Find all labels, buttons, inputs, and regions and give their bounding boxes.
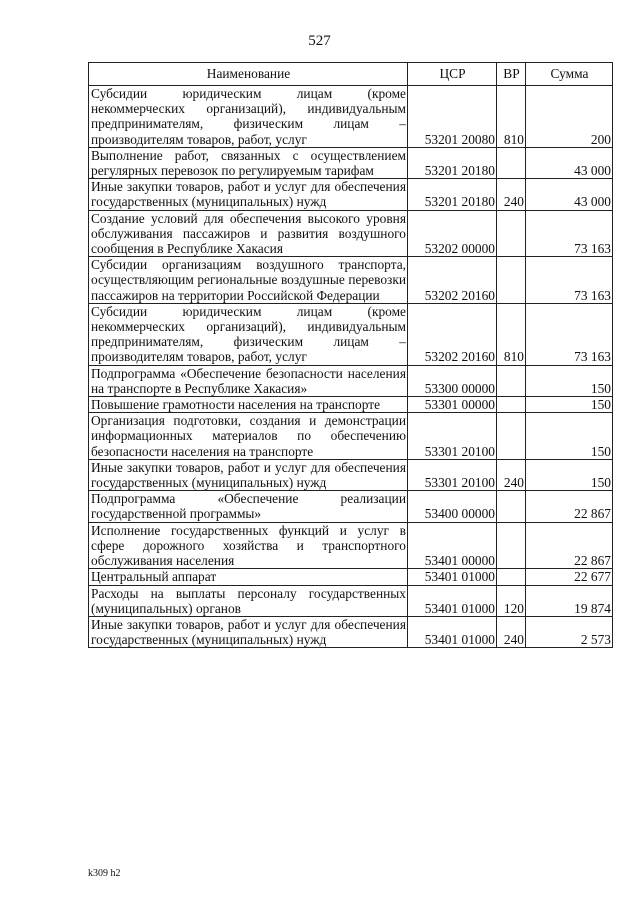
row-vr [497,257,526,304]
row-vr [497,365,526,396]
row-name: Субсидии организациям воздушного транспорта, осуществляющим региональные воздушные перевозки пассажиров на территории Российской Федерации [89,257,408,304]
row-vr: 240 [497,179,526,210]
table-row [89,303,613,365]
row-sum: 150 [526,397,613,413]
row-name: Выполнение работ, связанных с осуществлением регулярных перевозок по регулируемым тарифам [89,147,408,178]
budget-table [88,62,613,648]
row-vr: 810 [497,86,526,148]
page-number: 527 [308,33,331,49]
row-name: Подпрограмма «Обеспечение безопасности населения на транспорте в Республике Хакасия» [89,365,408,396]
row-sum: 73 163 [526,257,613,304]
row-name: Иные закупки товаров, работ и услуг для обеспечения государственных (муниципальных) нужд [89,616,408,647]
row-vr [497,397,526,413]
row-csr: 53301 20100 [408,459,497,490]
row-name: Повышение грамотности населения на транспорте [89,397,408,413]
row-sum: 150 [526,459,613,490]
table-row [89,179,613,210]
row-name: Организация подготовки, создания и демонстрации информационных материалов по обеспечению безопасности населения на транспорте [89,413,408,460]
row-sum: 43 000 [526,179,613,210]
row-csr: 53400 00000 [408,491,497,522]
row-sum: 22 867 [526,522,613,569]
row-sum: 2 573 [526,616,613,647]
row-sum: 43 000 [526,147,613,178]
row-vr [497,147,526,178]
row-csr: 53300 00000 [408,365,497,396]
row-vr: 810 [497,303,526,365]
row-vr: 240 [497,616,526,647]
row-name: Субсидии юридическим лицам (кроме некоммерческих организаций), индивидуальным предпринимателям, физическим лицам – производителям товаров, работ, услуг [89,86,408,148]
row-name: Центральный аппарат [89,569,408,585]
row-csr: 53201 20180 [408,179,497,210]
table-row [89,147,613,178]
row-csr: 53202 20160 [408,257,497,304]
table-row [89,522,613,569]
row-name: Расходы на выплаты персоналу государственных (муниципальных) органов [89,585,408,616]
table-row [89,257,613,304]
table-row [89,459,613,490]
row-csr: 53401 01000 [408,585,497,616]
table-row [89,397,613,413]
footer-code: k309 h2 [88,868,121,879]
row-name: Субсидии юридическим лицам (кроме некоммерческих организаций), индивидуальным предпринимателям, физическим лицам – производителям товаров, работ, услуг [89,303,408,365]
row-name: Иные закупки товаров, работ и услуг для обеспечения государственных (муниципальных) нужд [89,459,408,490]
header-csr: ЦСР [408,63,497,86]
row-vr [497,210,526,257]
row-sum: 150 [526,365,613,396]
row-sum: 200 [526,86,613,148]
row-name: Создание условий для обеспечения высокого уровня обслуживания пассажиров и развития воздушного сообщения в Республике Хакасия [89,210,408,257]
row-sum: 150 [526,413,613,460]
row-vr [497,413,526,460]
table-row [89,210,613,257]
header-name: Наименование [89,63,408,86]
row-vr [497,522,526,569]
row-name: Иные закупки товаров, работ и услуг для обеспечения государственных (муниципальных) нужд [89,179,408,210]
table-row [89,365,613,396]
header-vr: ВР [497,63,526,86]
table-row [89,585,613,616]
row-csr: 53401 01000 [408,569,497,585]
row-csr: 53401 01000 [408,616,497,647]
row-sum: 19 874 [526,585,613,616]
table-row [89,413,613,460]
row-name: Подпрограмма «Обеспечение реализации государственной программы» [89,491,408,522]
row-vr: 240 [497,459,526,490]
row-vr [497,491,526,522]
row-name: Исполнение государственных функций и услуг в сфере дорожного хозяйства и транспортного обслуживания населения [89,522,408,569]
row-csr: 53202 20160 [408,303,497,365]
row-csr: 53301 20100 [408,413,497,460]
row-csr: 53201 20080 [408,86,497,148]
row-vr [497,569,526,585]
table-row [89,86,613,148]
table-row [89,569,613,585]
table-row [89,491,613,522]
row-sum: 73 163 [526,210,613,257]
row-sum: 22 867 [526,491,613,522]
row-sum: 22 677 [526,569,613,585]
header-sum: Сумма [526,63,613,86]
row-sum: 73 163 [526,303,613,365]
row-csr: 53202 00000 [408,210,497,257]
row-vr: 120 [497,585,526,616]
table-row [89,616,613,647]
row-csr: 53401 00000 [408,522,497,569]
row-csr: 53301 00000 [408,397,497,413]
table-header-row [89,63,613,86]
row-csr: 53201 20180 [408,147,497,178]
